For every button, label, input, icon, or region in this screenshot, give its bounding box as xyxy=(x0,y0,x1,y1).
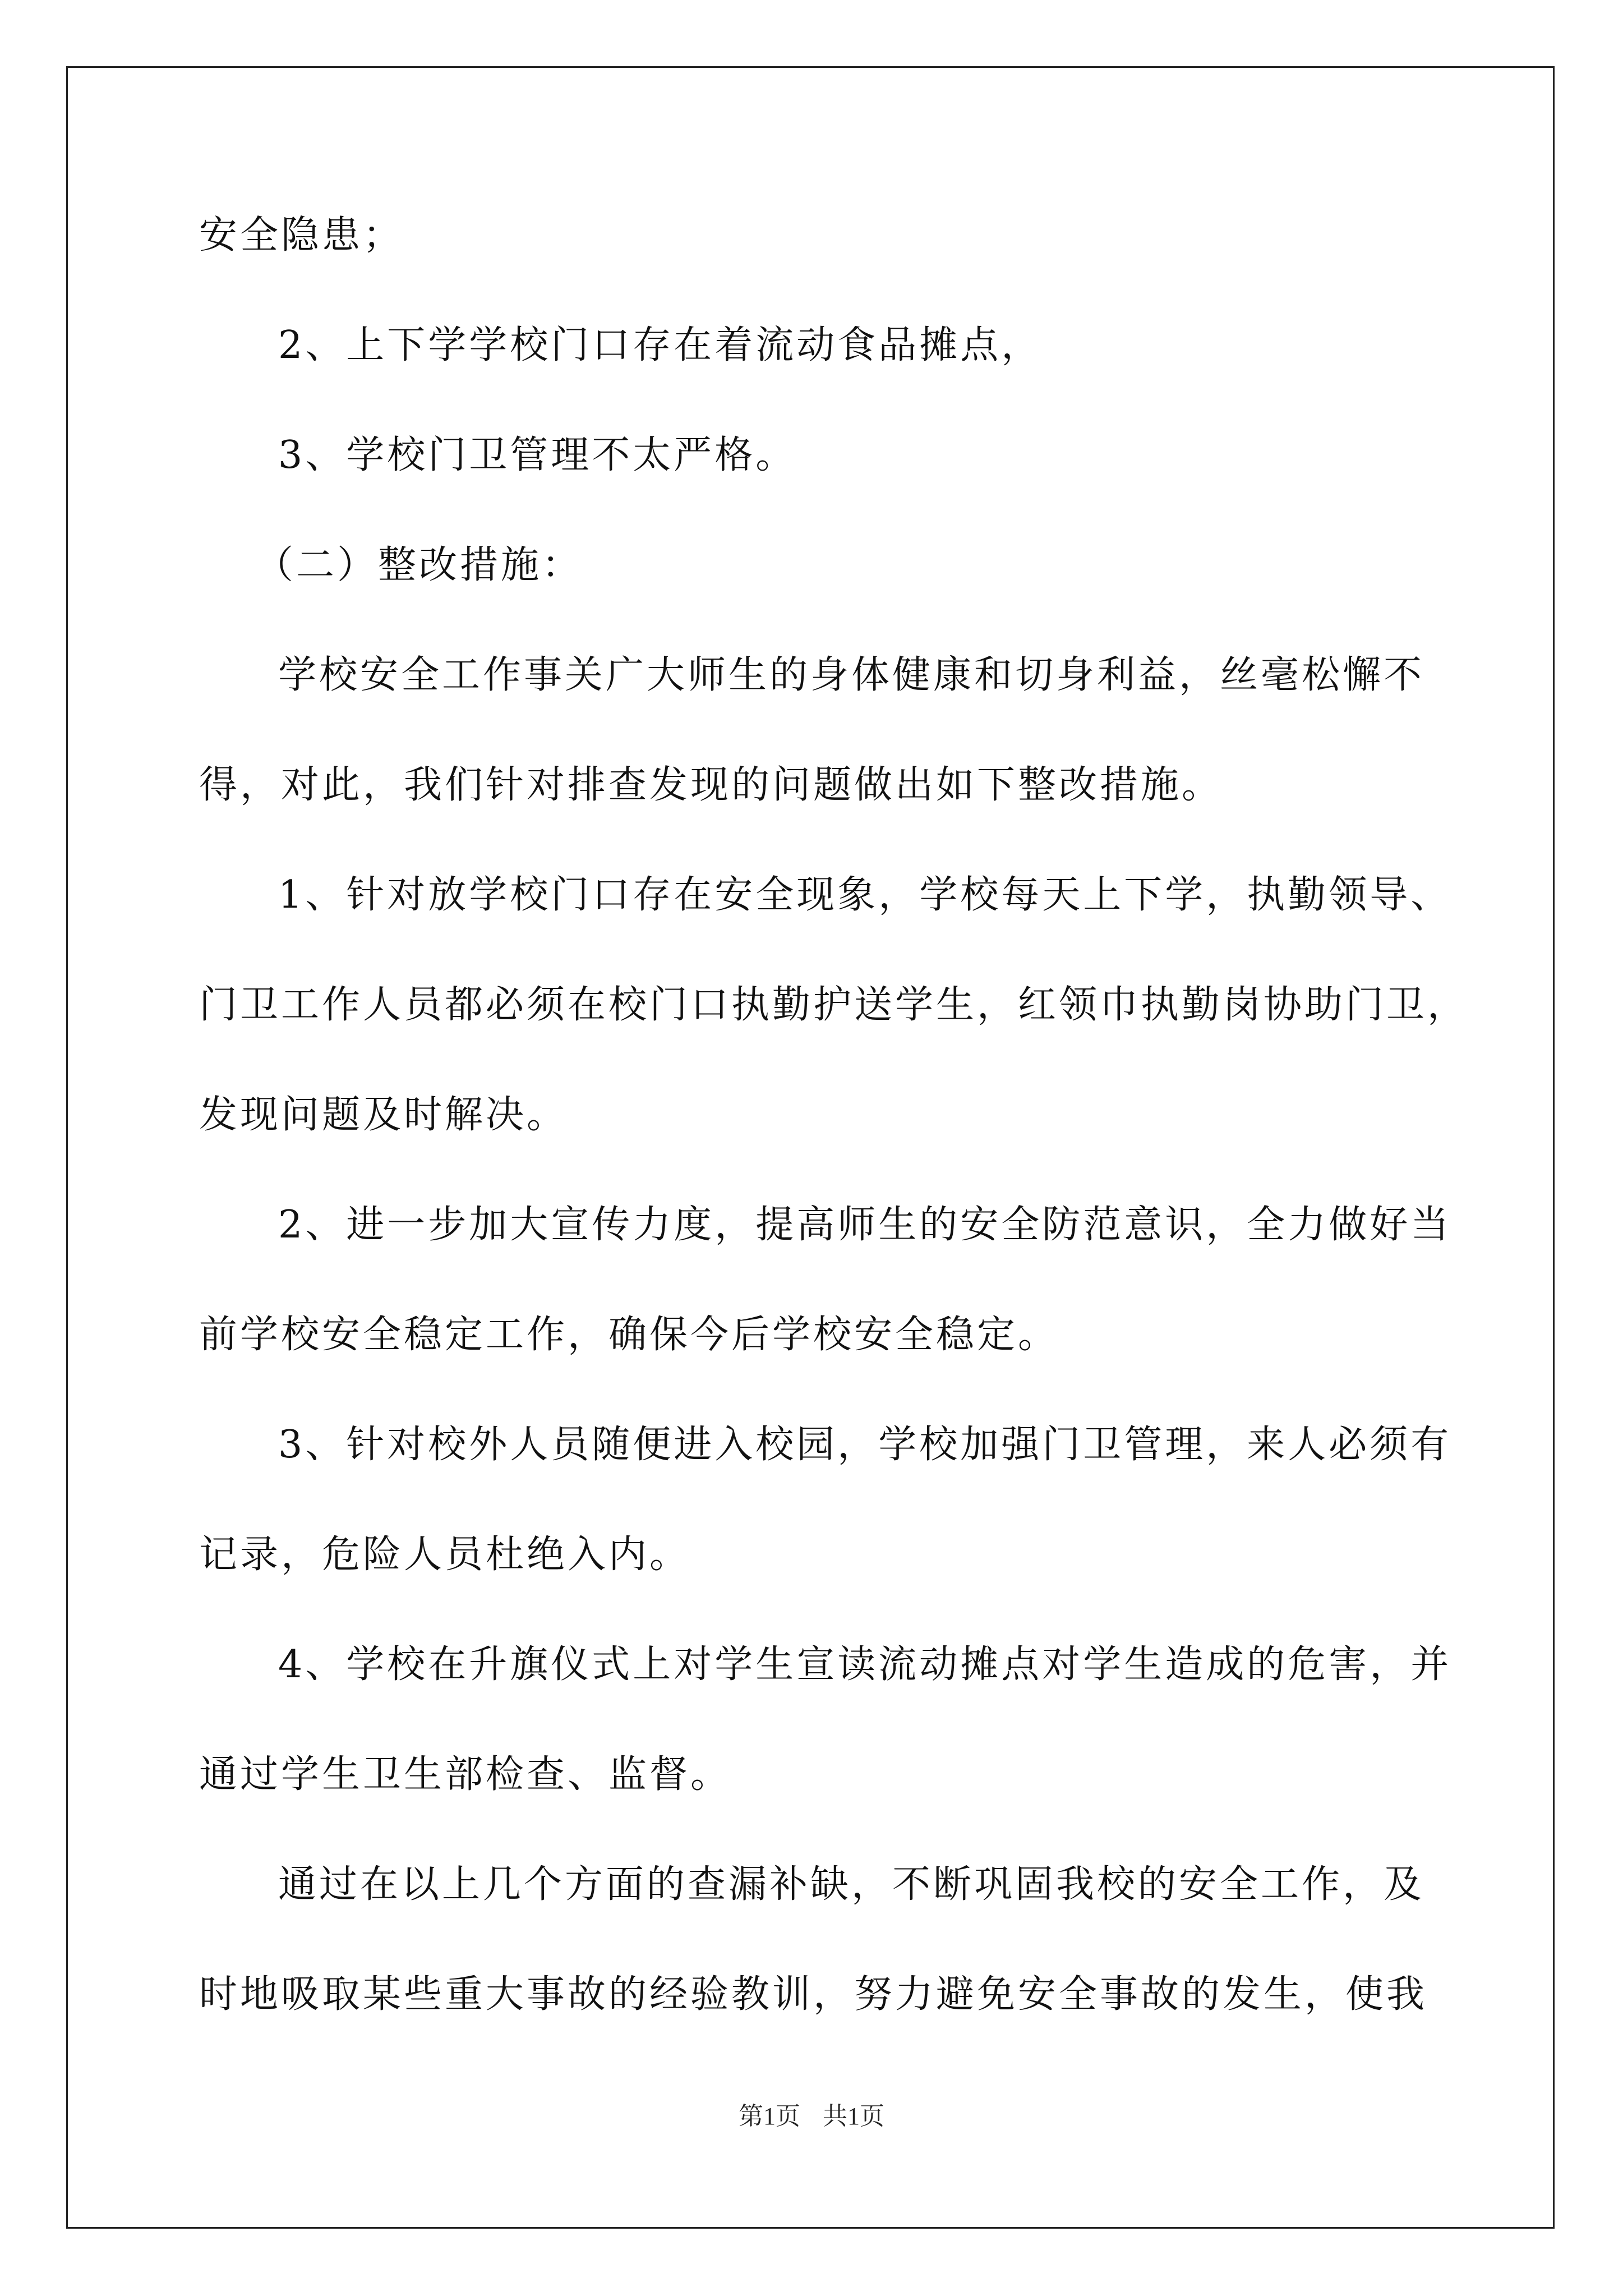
text-line: 2、上下学学校门口存在着流动食品摊点， xyxy=(278,323,1043,367)
text-line: 发现问题及时解决。 xyxy=(199,1093,568,1137)
text-line: 通过在以上几个方面的查漏补缺，不断巩固我校的安全工作，及 xyxy=(278,1862,1425,1907)
text-line: 安全隐患； xyxy=(199,213,404,257)
page-total: 共1页 xyxy=(823,2102,884,2130)
text-line: 4、学校在升旗仪式上对学生宣读流动摊点对学生造成的危害，并 xyxy=(278,1642,1452,1687)
text-line: 得，对此，我们针对排查发现的问题做出如下整改措施。 xyxy=(199,763,1223,807)
text-line: 时地吸取某些重大事故的经验教训，努力避免安全事故的发生，使我 xyxy=(199,1972,1428,2017)
page-footer xyxy=(0,2101,1623,2132)
text-line: 3、学校门卫管理不太严格。 xyxy=(278,433,797,477)
text-line: 记录，危险人员杜绝入内。 xyxy=(199,1533,691,1577)
text-line: 学校安全工作事关广大师生的身体健康和切身利益，丝毫松懈不 xyxy=(278,653,1425,697)
text-line: 前学校安全稳定工作，确保今后学校安全稳定。 xyxy=(199,1313,1059,1357)
page-number: 第1页 xyxy=(739,2102,800,2130)
text-line: 3、针对校外人员随便进入校园，学校加强门卫管理，来人必须有 xyxy=(278,1423,1452,1467)
text-line: 门卫工作人员都必须在校门口执勤护送学生，红领巾执勤岗协助门卫， xyxy=(199,983,1469,1027)
text-line: 2、进一步加大宣传力度，提高师生的安全防范意识，全力做好当 xyxy=(278,1203,1452,1247)
text-line: 通过学生卫生部检查、监督。 xyxy=(199,1752,732,1797)
section-heading: （二）整改措施： xyxy=(255,543,583,587)
text-line: 1、针对放学校门口存在安全现象，学校每天上下学，执勤领导、 xyxy=(278,873,1452,917)
